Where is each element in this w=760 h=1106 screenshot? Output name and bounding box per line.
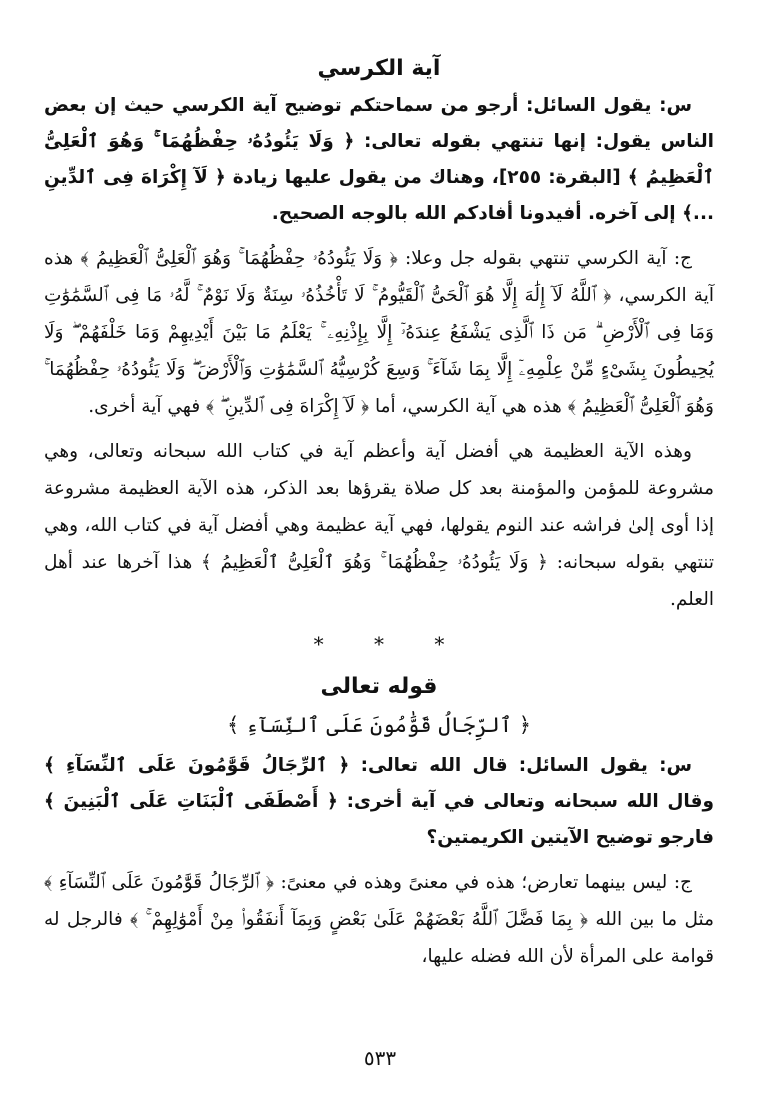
separator-star: * [434, 632, 445, 656]
section-title-qawluhu-taala: قوله تعالى [320, 674, 438, 699]
separator-star: * [313, 632, 324, 656]
page-content [44, 50, 714, 983]
section-separator [44, 626, 714, 662]
separator-star: * [374, 632, 384, 656]
page-number: ٥٣٣ [363, 1046, 397, 1070]
answer-ayat-alkursi: ج: آية الكرسي تنتهي بقوله جل وعلا: ﴿ وَلَا يَئُودُهُۥ حِفْظُهُمَا ۚ وَهُوَ ٱلْعَلِىُّ ٱلْعَظِيمُ ﴾ هذه آية الكرسي، ﴿ ٱللَّهُ لَآ إِلَٰهَ إِلَّا هُوَ ٱلْحَىُّ ٱلْقَيُّومُ ۚ لَا تَأْخُذُهُۥ سِنَةٌ وَلَا نَوْمٌ ۚ لَّهُۥ مَا فِى ٱلسَّمَٰوَٰتِ وَمَا فِى ٱلْأَرْضِ ۗ مَن ذَا ٱلَّذِى يَشْفَعُ عِندَهُۥٓ إِلَّا بِإِذْنِهِۦ ۚ يَعْلَمُ مَا بَيْنَ أَيْدِيهِمْ وَمَا خَلْفَهُمْ ۖ وَلَا يُحِيطُونَ بِشَىْءٍ مِّنْ عِلْمِهِۦٓ إِلَّا بِمَا شَآءَ ۚ وَسِعَ كُرْسِيُّهُ ٱلسَّمَٰوَٰتِ وَٱلْأَرْضَ ۖ وَلَا يَئُودُهُۥ حِفْظُهُمَا ۚ وَهُوَ ٱلْعَلِىُّ ٱلْعَظِيمُ ﴾ هذه هي آية الكرسي، أما ﴿ لَآ إِكْرَاهَ فِى ٱلدِّينِ ۖ ﴾ فهي آية أخرى. [44, 248, 714, 417]
question-qawwamun: س: يقول السائل: قال الله تعالى: ﴿ ٱلرِّجَالُ قَوَّٰمُونَ عَلَى ٱلنِّسَآءِ ﴾ وقال الله سبحانه وتعالى في آية أخرى: ﴿ أَصْطَفَى ٱلْبَنَاتِ عَلَى ٱلْبَنِينَ ﴾ فارجو توضيح الآيتين الكريمتين؟ [44, 755, 714, 848]
answer-qawwamun: ج: ليس بينهما تعارض؛ هذه في معنىً وهذه في معنىً: ﴿ ٱلرِّجَالُ قَوَّٰمُونَ عَلَى ٱلنِّسَآءِ ﴾ مثل ما بين الله ﴿ بِمَا فَضَّلَ ٱللَّهُ بَعْضَهُمْ عَلَىٰ بَعْضٍ وَبِمَآ أَنفَقُوا۟ مِنْ أَمْوَٰلِهِمْ ۚ ﴾ فالرجل له قوامة على المرأة لأن الله فضله عليها، [44, 872, 714, 967]
section-title-ayat-alkursi: آية الكرسي [317, 56, 441, 81]
question-ayat-alkursi: س: يقول السائل: أرجو من سماحتكم توضيح آية الكرسي حيث إن بعض الناس يقول: إنها تنتهي بقوله تعالى: ﴿ وَلَا يَئُودُهُۥ حِفْظُهُمَا ۚ وَهُوَ ٱلْعَلِىُّ ٱلْعَظِيمُ ﴾ [البقرة: ٢٥٥]، وهناك من يقول عليها زيادة ﴿ لَآ إِكْرَاهَ فِى ٱلدِّينِ ...﴾ إلى آخره. أفيدونا أفادكم الله بالوجه الصحيح. [44, 95, 714, 224]
answer-ayat-alkursi-continued: وهذه الآية العظيمة هي أفضل آية وأعظم آية في كتاب الله سبحانه وتعالى، وهي مشروعة للمؤمن والمؤمنة بعد كل صلاة يقرؤها بعد الذكر، هذه الآية العظيمة مشروعة إذا أوى إلىٰ فراشه عند النوم يقولها، فهي آية عظيمة وهي أفضل آية في كتاب الله، وهي تنتهي بقوله سبحانه: ﴿ وَلَا يَئُودُهُۥ حِفْظُهُمَا ۚ وَهُوَ ٱلْعَلِىُّ ٱلْعَظِيمُ ﴾ هذا آخرها عند أهل العلم. [44, 441, 714, 610]
section-verse: ﴿ ٱلرِّجَالُ قَوَّٰمُونَ عَلَى ٱلنِّسَآءِ ﴾ [226, 713, 532, 737]
